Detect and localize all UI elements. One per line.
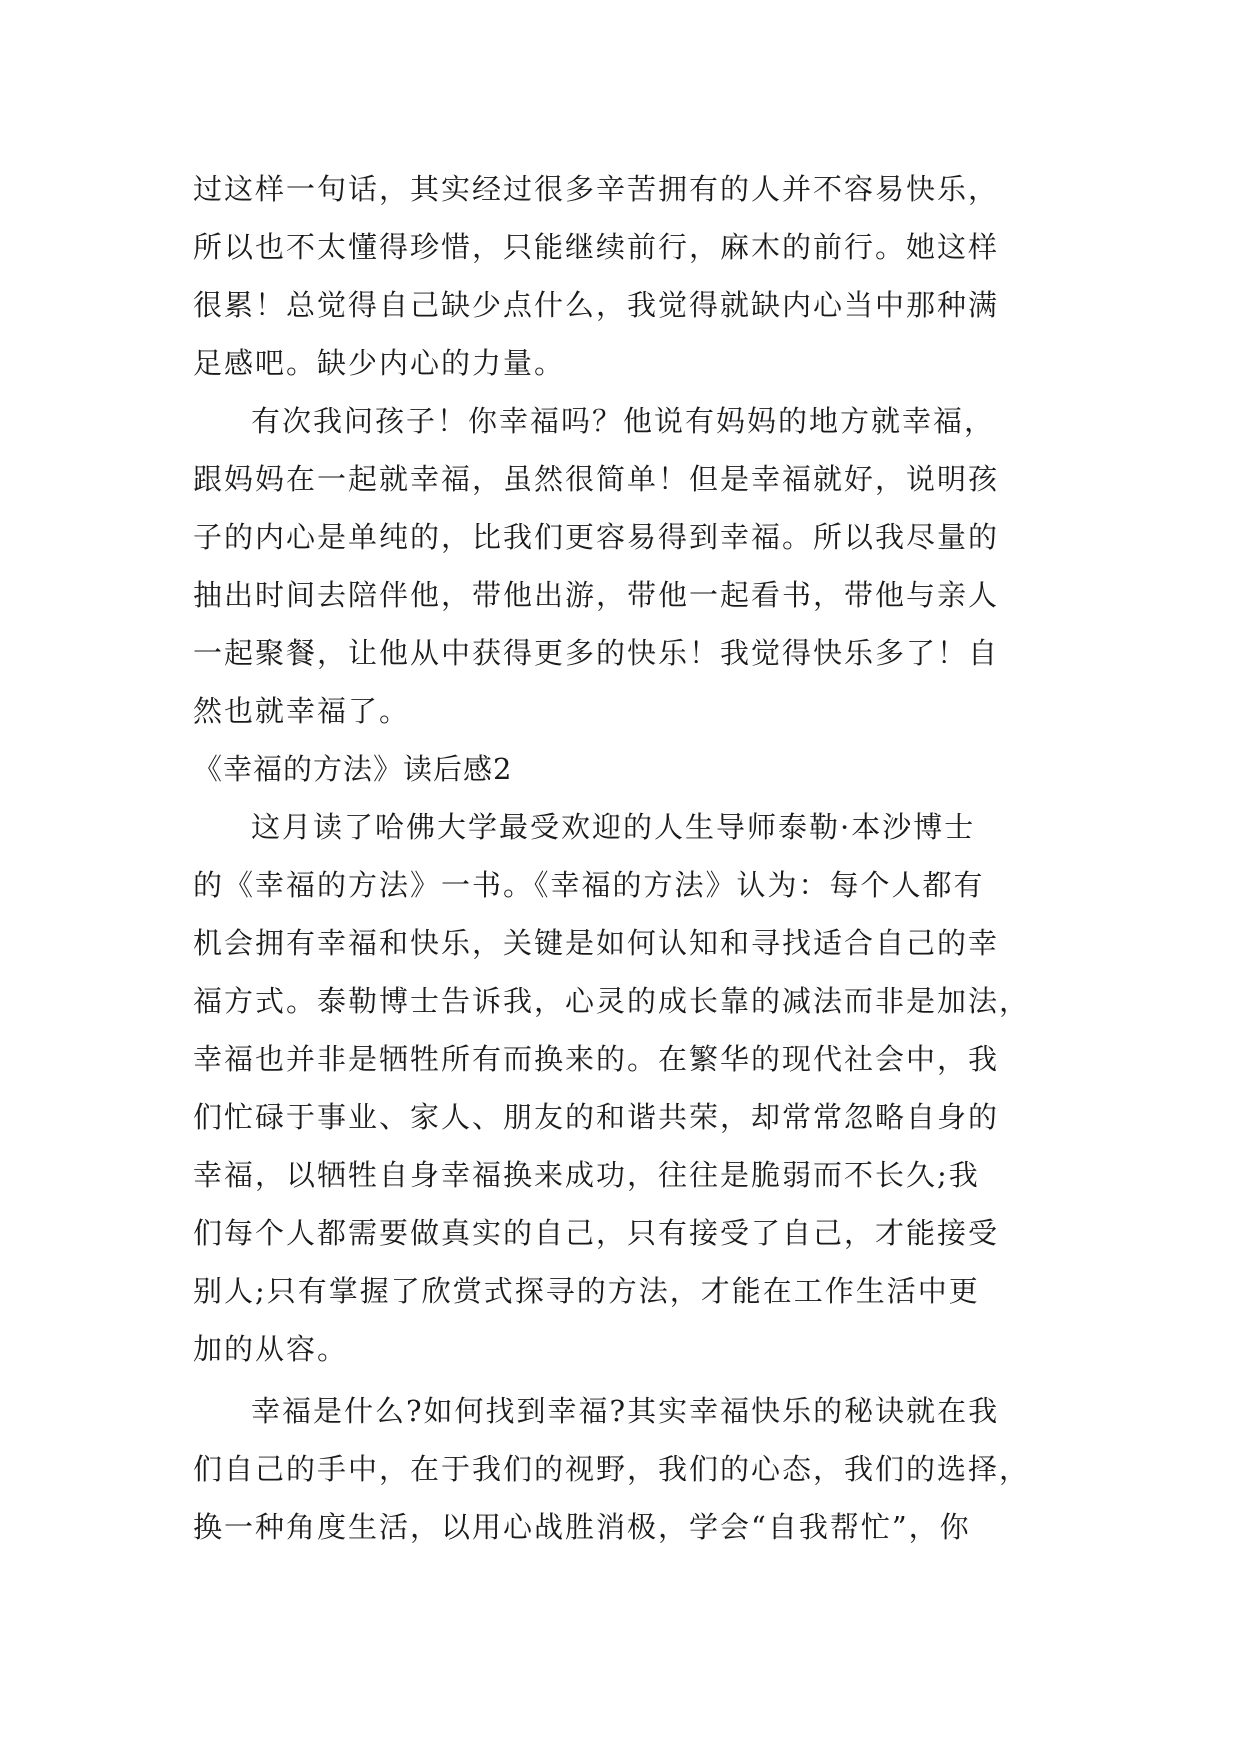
text-line: 的《幸福的方法》一书。《幸福的方法》认为：每个人都有 <box>193 868 985 902</box>
text-line: 机会拥有幸福和快乐，关键是如何认知和寻找适合自己的幸 <box>193 926 1000 960</box>
text-line: 抽出时间去陪伴他，带他出游，带他一起看书，带他与亲人 <box>193 578 1000 612</box>
paragraph-3 <box>193 798 1063 1378</box>
text-line: 这月读了哈佛大学最受欢迎的人生导师泰勒·本沙博士 <box>251 810 976 844</box>
text-line: 换一种角度生活，以用心战胜消极，学会“自我帮忙”，你 <box>193 1510 971 1544</box>
text-line: 们每个人都需要做真实的自己，只有接受了自己，才能接受 <box>193 1216 1000 1250</box>
text-line: 很累！总觉得自己缺少点什么，我觉得就缺内心当中那种满 <box>193 288 1000 322</box>
text-line: 子的内心是单纯的，比我们更容易得到幸福。所以我尽量的 <box>193 520 1000 554</box>
section-heading: 《幸福的方法》读后感2 <box>193 752 513 786</box>
text-line: 们自己的手中，在于我们的视野，我们的心态，我们的选择， <box>193 1452 1031 1486</box>
text-line: 然也就幸福了。 <box>193 694 411 728</box>
text-line: 幸福是什么?如何找到幸福?其实幸福快乐的秘诀就在我 <box>251 1394 1000 1428</box>
text-line: 过这样一句话，其实经过很多辛苦拥有的人并不容易快乐， <box>193 172 1000 206</box>
text-line: 别人;只有掌握了欣赏式探寻的方法，才能在工作生活中更 <box>193 1274 980 1308</box>
text-line: 一起聚餐，让他从中获得更多的快乐！我觉得快乐多了！自 <box>193 636 1000 670</box>
text-line: 所以也不太懂得珍惜，只能继续前行，麻木的前行。她这样 <box>193 230 1000 264</box>
paragraph-1 <box>193 160 1063 392</box>
document-body <box>193 160 1063 1556</box>
paragraph-2 <box>193 392 1063 740</box>
text-line: 幸福，以牺牲自身幸福换来成功，往往是脆弱而不长久;我 <box>193 1158 980 1192</box>
paragraph-4 <box>193 1382 1063 1556</box>
text-line: 足感吧。缺少内心的力量。 <box>193 346 566 380</box>
text-line: 们忙碌于事业、家人、朋友的和谐共荣，却常常忽略自身的 <box>193 1100 1000 1134</box>
text-line: 幸福也并非是牺牲所有而换来的。在繁华的现代社会中，我 <box>193 1042 1000 1076</box>
text-line: 跟妈妈在一起就幸福，虽然很简单！但是幸福就好，说明孩 <box>193 462 1000 496</box>
text-line: 福方式。泰勒博士告诉我，心灵的成长靠的减法而非是加法， <box>193 984 1031 1018</box>
text-line: 有次我问孩子！你幸福吗？他说有妈妈的地方就幸福， <box>251 404 996 438</box>
text-line: 加的从容。 <box>193 1332 349 1366</box>
